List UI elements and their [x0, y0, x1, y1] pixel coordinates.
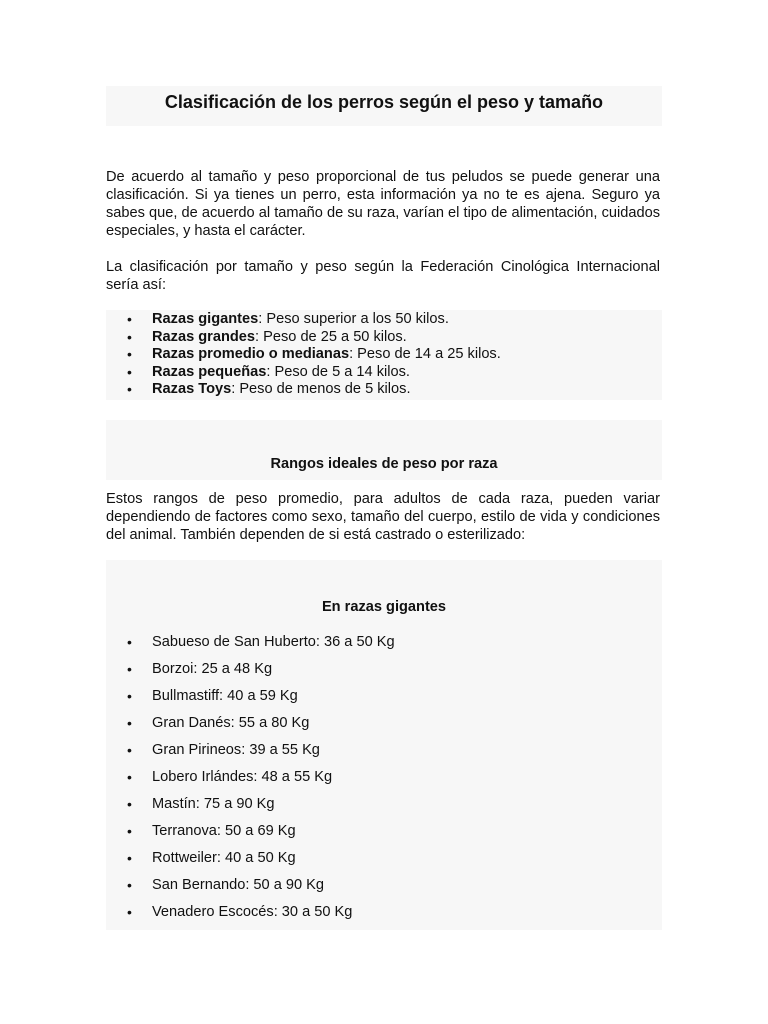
size-class-name: Razas promedio o medianas	[152, 346, 350, 362]
list-item	[106, 818, 660, 845]
bullet-icon: •	[127, 688, 132, 704]
list-item	[106, 872, 660, 899]
list-item	[106, 311, 660, 329]
list-item	[106, 899, 660, 926]
giant-breed-list	[106, 629, 660, 926]
bullet-icon: •	[127, 381, 132, 397]
size-class-desc: : Peso de 25 a 50 kilos.	[255, 328, 407, 345]
intro-paragraph: De acuerdo al tamaño y peso proporcional de tus peludos se puede generar una clasificación. Si ya tienes un perro, esta información ya no te es ajena. Seguro ya sabes que, de acuerdo al tamaño de su raza, varían el tipo de alimentación, cuidados especiales, y hasta el carácter.	[106, 169, 660, 239]
breed-entry: Venadero Escocés: 30 a 50 Kg	[152, 904, 353, 920]
bullet-icon: •	[127, 877, 132, 893]
bullet-icon: •	[127, 769, 132, 785]
ranges-heading: Rangos ideales de peso por raza	[270, 456, 498, 472]
breed-entry: Lobero Irlándes: 48 a 55 Kg	[152, 769, 333, 785]
size-class-list	[106, 311, 660, 399]
size-class-desc: : Peso de 14 a 25 kilos.	[349, 346, 501, 362]
breed-entry: Bullmastiff: 40 a 59 Kg	[152, 688, 298, 704]
bullet-icon: •	[127, 661, 132, 677]
list-item	[106, 329, 660, 347]
ranges-paragraph: Estos rangos de peso promedio, para adultos de cada raza, pueden variar dependiendo de factores como sexo, tamaño del cuerpo, estilo de vida y condiciones del animal. También dependen de si está castrado o esterilizado:	[106, 491, 660, 543]
size-class-desc: : Peso de menos de 5 kilos.	[231, 381, 411, 397]
size-class-desc: : Peso superior a los 50 kilos.	[258, 311, 449, 327]
list-item	[106, 381, 660, 399]
breed-entry: Gran Danés: 55 a 80 Kg	[152, 715, 310, 731]
bullet-icon: •	[127, 346, 132, 362]
breed-entry: Terranova: 50 a 69 Kg	[152, 823, 296, 839]
breed-entry: Rottweiler: 40 a 50 Kg	[152, 850, 296, 866]
list-item	[106, 629, 660, 656]
bullet-icon: •	[127, 715, 132, 731]
list-item	[106, 791, 660, 818]
breed-entry: Mastín: 75 a 90 Kg	[152, 796, 275, 812]
classification-intro-paragraph: La clasificación por tamaño y peso según la Federación Cinológica Internacional sería así:	[106, 259, 660, 293]
breed-entry: Sabueso de San Huberto: 36 a 50 Kg	[152, 634, 395, 650]
breed-entry: San Bernando: 50 a 90 Kg	[152, 877, 325, 893]
list-item	[106, 683, 660, 710]
bullet-icon: •	[127, 823, 132, 839]
bullet-icon: •	[127, 311, 132, 327]
list-item	[106, 845, 660, 872]
bullet-icon: •	[127, 328, 132, 345]
size-class-name: Razas Toys	[152, 381, 232, 397]
list-item	[106, 737, 660, 764]
list-item	[106, 764, 660, 791]
size-class-name: Razas grandes	[152, 328, 256, 345]
size-class-name: Razas pequeñas	[152, 363, 267, 380]
bullet-icon: •	[127, 742, 132, 758]
bullet-icon: •	[127, 634, 132, 650]
list-item	[106, 364, 660, 382]
page-title: Clasificación de los perros según el peso y tamaño	[164, 92, 604, 112]
list-item	[106, 656, 660, 683]
bullet-icon: •	[127, 796, 132, 812]
breed-entry: Borzoi: 25 a 48 Kg	[152, 661, 273, 677]
size-class-name: Razas gigantes	[152, 311, 259, 327]
bullet-icon: •	[127, 363, 132, 380]
list-item	[106, 710, 660, 737]
giant-heading: En razas gigantes	[321, 599, 447, 615]
size-class-desc: : Peso de 5 a 14 kilos.	[266, 363, 410, 380]
breed-entry: Gran Pirineos: 39 a 55 Kg	[152, 742, 320, 758]
bullet-icon: •	[127, 904, 132, 920]
bullet-icon: •	[127, 850, 132, 866]
list-item	[106, 346, 660, 364]
